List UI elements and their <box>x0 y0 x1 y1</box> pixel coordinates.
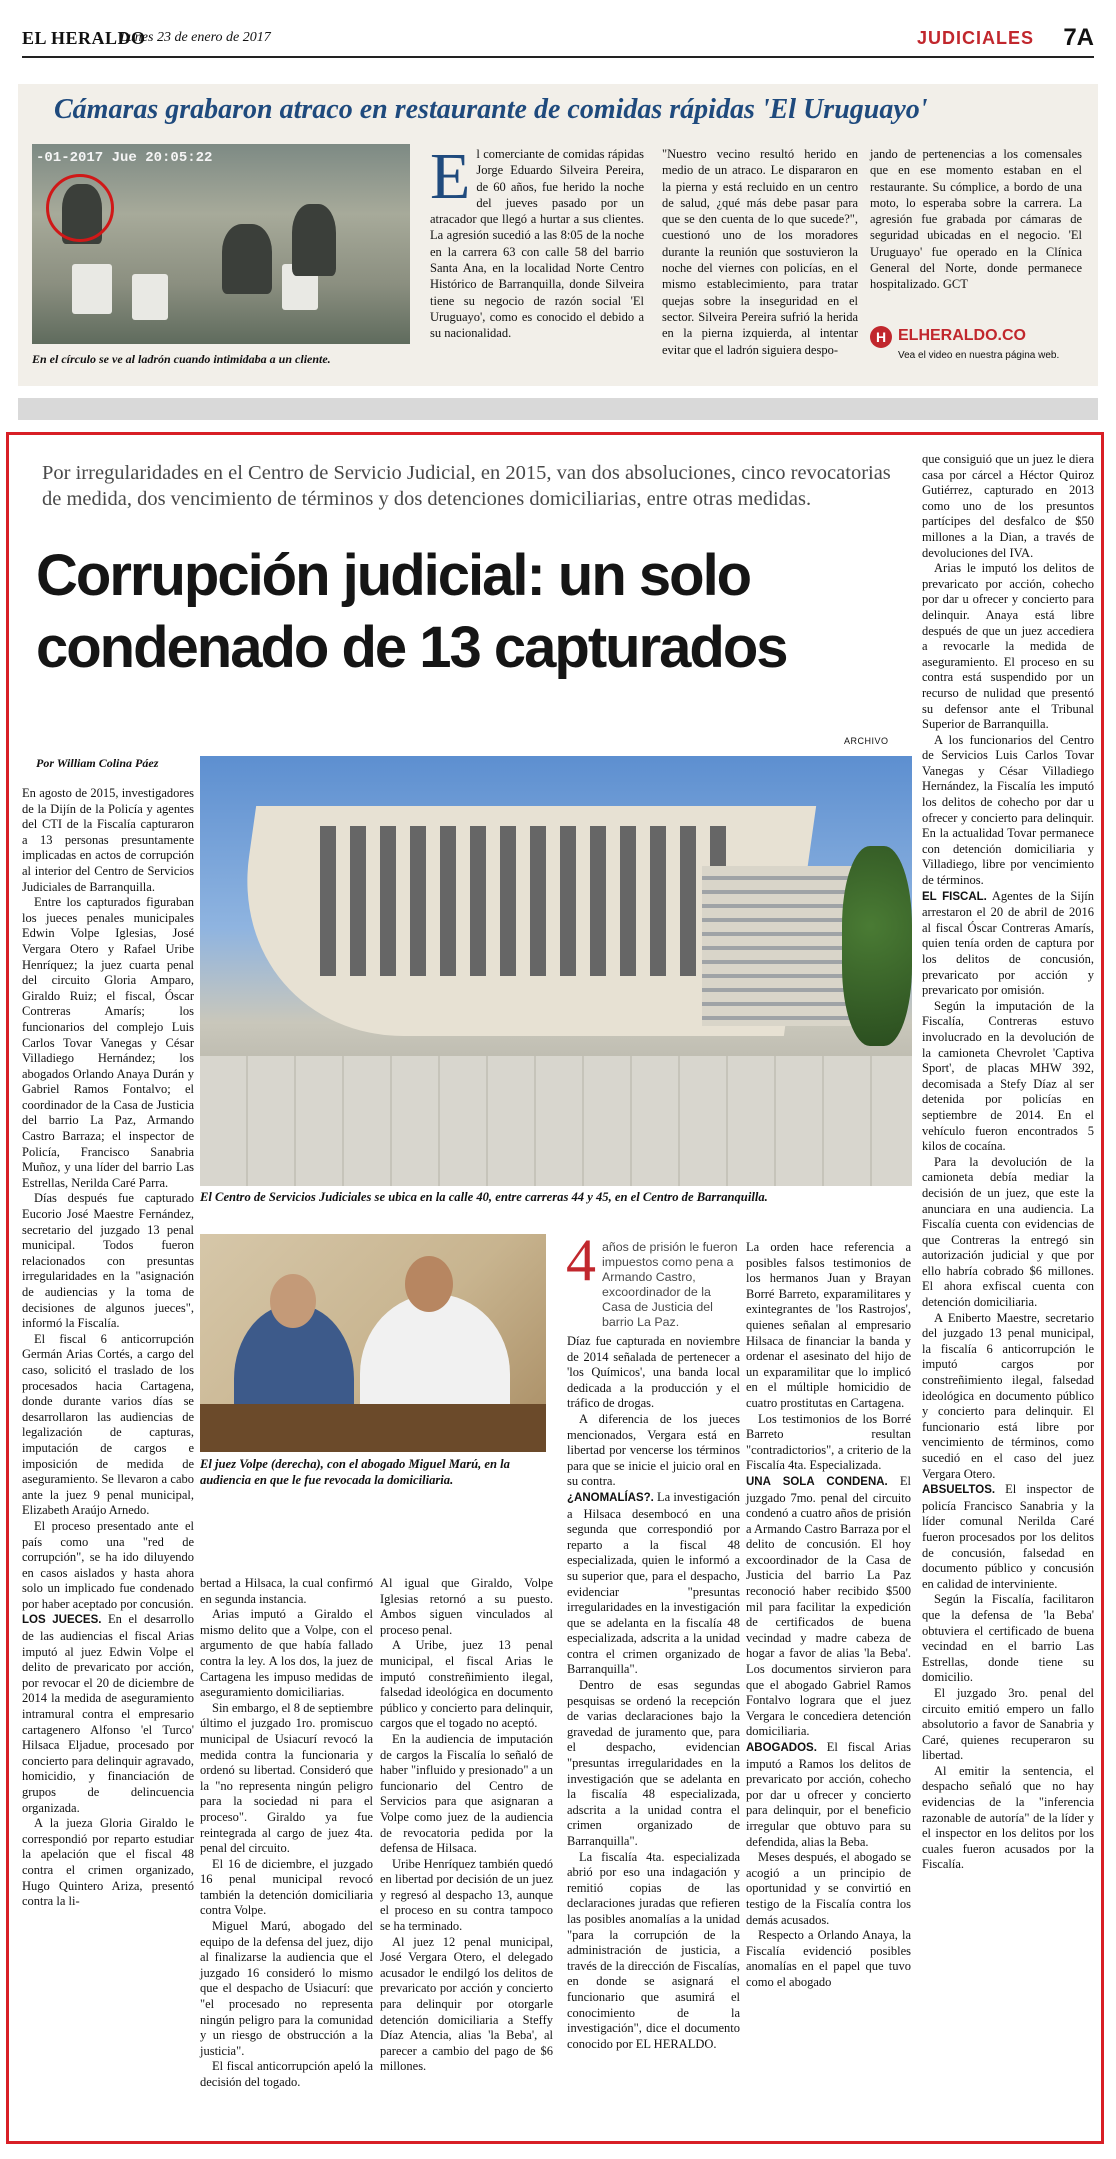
byline-author: William Colina Páez <box>56 756 159 770</box>
article-column-3 <box>380 1576 553 2075</box>
paragraph: En la audiencia de imputación de cargos la Fiscalía lo señaló de haber "influido y presionado" a un funcionario del Centro de Servicios para que asignaran a Volpe como juez de la audiencia de revocatoria pedida por la defensa de Hilsaca. <box>380 1731 553 1856</box>
subhead-paragraph: LOS JUECES. En el desarrollo de las audiencias el fiscal Arias imputó al juez Edwin Volpe el delito de prevaricato por acción, por revocar el 20 de diciembre de 2014 la medida de aseguramiento intramural contra el empresario cartagenero Alfonso 'el Turco' Hilsaca Eljadue, procesado por concierto para delinquir agravado, homicidio, y financiación de grupos de delincuencia organizada. <box>22 1612 194 1815</box>
paragraph: Al juez 12 penal municipal, José Vergara Otero, el delegado acusador le endilgó los delitos de prevaricato por acción y concierto para delinquir por otorgarle detención domiciliaria a Steffy Díaz Atencia, alias 'la Beba', al parecer a cambio del pago de $6 millones. <box>380 1934 553 2074</box>
cctv-photo <box>32 144 410 344</box>
subhead-paragraph: EL FISCAL. Agentes de la Sijín arrestaron el 20 de abril de 2016 al fiscal Óscar Contreras Amarís, quien tenía orden de captura por los delitos de concusión, prevaricato por acción y prevaricato por omisión. <box>922 888 1095 998</box>
paragraph: Según la imputación de la Fiscalía, Contreras estuvo involucrado en la devolución de la camioneta Chevrolet 'Captiva Sport', de placas MHW 392, decomisada a Stefy Díaz al ser detenida por policías en septiembre de 2014. En el vehículo fueron encontrados 5 kilos de cocaína. <box>922 998 1094 1154</box>
subhead: ABSUELTOS. <box>922 1484 996 1497</box>
article-column-2 <box>200 1576 373 2091</box>
promo-brand: ELHERALDO.CO <box>898 327 1026 344</box>
section-name: JUDICIALES <box>916 28 1034 48</box>
paragraph: Entre los capturados figuraban los jueces penales municipales Edwin Volpe Iglesias, José Vergara Otero y Rafael Uribe Henríquez; la juez cuarta penal del circuito Gloria Amparo, Giraldo Ruiz; el fiscal, Óscar Contreras Amarís; los funcionarios del complejo Luis Carlos Tovar Vanegas y César Villadiego Hernández; los abogados Orlando Anaya Durán y Gabriel Ramos Fontalvo; el coordinador de la Casa de Justicia del barrio La Paz, Armando Castro Barraza; el inspector de Policía, Francisco Sanabria Muñoz, y una líder del barrio Las Estrellas, Nerilda Caré Parra. <box>22 895 194 1190</box>
page-masthead <box>22 22 1094 58</box>
paragraph: Para la devolución de la camioneta debía mediar la decisión de un juez, que este la anunciara en una audiencia. La Fiscalía cuenta con evidencias de que Contreras la entregó sin autorización judicial y que por ello habría cobrado $6 millones. El ahora exfiscal cuenta con detención domiciliaria. <box>922 1154 1094 1310</box>
judge-lawyer-photo <box>200 1234 546 1452</box>
separator-band <box>18 398 1098 420</box>
paragraph: Al igual que Giraldo, Volpe Iglesias retornó a su puesto. Ambos siguen vinculados al proceso penal. <box>380 1576 553 1637</box>
judge-photo-caption: El juez Volpe (derecha), con el abogado Miguel Marú, en la audiencia en que le fue revocada la domiciliaria. <box>200 1457 510 1487</box>
paragraph: El juzgado 3ro. penal del circuito emitió empero un fallo absolutorio a favor de Sanabria y Caré, quienes recuperaron su libertad. <box>922 1685 1094 1763</box>
subhead-paragraph: ABSUELTOS. El inspector de policía Francisco Sanabria y la líder comunal Nerilda Caré fueron procesados por los delitos de concusión, falsedad en documento público y concusión en calidad de interviniente. <box>922 1482 1095 1591</box>
article-column-5 <box>746 1240 911 1991</box>
paragraph: El fiscal 6 anticorrupción Germán Arias Cortés, a cargo del caso, solicitó el traslado de los procesados hacia Cartagena, donde durante varios días se desarrollaron las audiencias de legalización de capturas, imputación de cargos e imposición de medida de aseguramiento. Se llevaron a cabo ante la juez 9 penal municipal, Elizabeth Araújo Arnedo. <box>22 1331 194 1518</box>
paragraph: Meses después, el abogado se acogió a un principio de oportunidad y se convirtió en testigo de la Fiscalía contra los demás acusados. <box>746 1850 911 1927</box>
paragraph: El fiscal anticorrupción apeló la decisión del togado. <box>200 2059 373 2089</box>
paragraph: En agosto de 2015, investigadores de la Dijín de la Policía y agentes del CTI de la Fiscalía capturaron a 13 personas presuntamente implicadas en actos de corrupción al interior del Centro de Servicios Judiciales de Barranquilla. <box>22 786 194 894</box>
paragraph: Arias imputó a Giraldo el mismo delito que a Volpe, con el argumento de que había fallado contra la ley. A los dos, la juez de Cartagena les impuso medidas de aseguramiento domiciliarias. <box>200 1607 373 1700</box>
subhead: UNA SOLA CONDENA. <box>746 1475 888 1488</box>
subhead: ABOGADOS. <box>746 1742 817 1754</box>
paragraph: Miguel Marú, abogado del equipo de la defensa del juez, dijo al finalizarse la audiencia que el juzgado 16 consideró lo mismo que el despacho de Usiacurí: que "el procesado no representa ningún peligro para la comunidad y un riesgo de obstrucción a la justicia". <box>200 1919 373 2058</box>
paragraph: A Eniberto Maestre, secretario del juzgado 13 penal municipal, la fiscalía 6 anticorrupción le imputó cargos por constreñimiento ilegal, falsedad ideológica en documento público y concierto para delinquir. El funcionario está libre por vencimiento de términos, como sucedió en el caso del juez Vergara Otero. <box>922 1310 1094 1481</box>
paragraph: bertad a Hilsaca, la cual confirmó en segunda instancia. <box>200 1576 373 1606</box>
main-story-kicker: Por irregularidades en el Centro de Servicio Judicial, en 2015, van dos absoluciones, cinco revocatorias de medida, dos vencimiento de términos y dos detenciones domiciliarias, entre otras medidas. <box>42 462 891 510</box>
video-promo[interactable] <box>870 324 1082 374</box>
photo-credit: ARCHIVO <box>844 736 889 746</box>
heraldo-logo-icon: H <box>870 326 892 348</box>
paragraph: El proceso presentado ante el país como una "red de corrupción", se ha ido diluyendo en casos aislados y hasta ahora solo un implicado fue condenado por haber aceptado por concusión. <box>22 1518 194 1611</box>
paragraph: La orden hace referencia a posibles falsos testimonios de los hermanos Juan y Brayan Borré Barreto, exparamilitares y exintegrantes de 'los Rastrojos', quienes señalan al empresario Hilsaca de financiar la banda y ordenar el asesinato del hijo de un exparamilitar que lo implicó en el múltiple homicidio de cuatro prostitutas en Cartagena. <box>746 1240 911 1410</box>
article-column-1 <box>22 786 194 1910</box>
top-story-headline: Cámaras grabaron atraco en restaurante de comidas rápidas 'El Uruguayo' <box>54 94 928 125</box>
promo-text: Vea el video en nuestra página web. <box>898 350 1060 361</box>
paragraph: Según la Fiscalía, facilitaron que la defensa de 'la Beba' obtuviera el certificado de buena vecindad en el barrio Las Estrellas, donde tiene su domicilio. <box>922 1592 1094 1685</box>
drop-cap: E <box>430 140 471 213</box>
top-story-column-3: jando de pertenencias a los comensales que en ese momento estaban en el restaurante. Su cómplice, a bordo de una moto, lo esperaba sobre la carrera. La agresión fue grabada por cámaras de seguridad ubicadas en el negocio. 'El Uruguayo' fue operado en la Clínica General del Norte, donde permanece hospitalizado. GCT <box>870 147 1082 292</box>
subhead: LOS JUECES. <box>22 1614 102 1627</box>
paragraph: Al emitir la sentencia, el despacho señaló que no hay evidencias de la "inferencia razonable de autoría" de la líder y el inspector en los delitos por los cuales fueron acusados por la Fiscalía. <box>922 1763 1094 1872</box>
main-story-headline: Corrupción judicial: un solo condenado de 13 capturados <box>36 543 787 680</box>
courthouse-photo <box>200 756 912 1186</box>
paragraph: Díaz fue capturada en noviembre de 2014 señalada de pertenecer a 'los Químicos', una banda local dedicada a la producción y el tráfico de drogas. <box>567 1334 740 1411</box>
subhead-paragraph: ABOGADOS. El fiscal Arias imputó a Ramos los delitos de prevaricato por acción, cohecho por dar u ofrecer y concierto para delinquir, por el beneficio irregular que obtuvo para su defendida, alias la Beba. <box>746 1740 911 1849</box>
paragraph: Dentro de esas segundas pesquisas se ordenó la recepción de varias declaraciones bajo la gravedad de juramento que, para el despacho, evidencian "presuntas irregularidades en la investigación que se adelanta en la fiscalía 48 especializada, adscrita a la unidad contra el crimen organizado de Barranquilla". <box>567 1678 740 1848</box>
paragraph: Arias le imputó los delitos de prevaricato por acción, cohecho por dar u ofrecer y concierto para delinquir. Anaya está libre después de que un juez accediera a revocarle la medida de aseguramiento. El proceso en su contra está suspendido por un recurso de nulidad que presentó su defensor ante el Tribunal Superior de Barranquilla. <box>922 561 1094 732</box>
byline <box>36 756 158 771</box>
paragraph: que consiguió que un juez le diera casa por cárcel a Héctor Quiroz Gutiérrez, capturado en 2013 como uno de los presuntos partícipes del desfalco de $50 millones a la Dian, a través de devoluciones del IVA. <box>922 452 1094 560</box>
paragraph: Uribe Henríquez también quedó en libertad por decisión de un juez y regresó al despacho 13, aunque el proceso en su contra tampoco se ha terminado. <box>380 1856 553 1934</box>
paragraph: Sin embargo, el 8 de septiembre último el juzgado 1ro. promiscuo municipal de Usiacurí revocó la medida contra la funcionaria y ordenó su libertad. Consideró que la "no representa ningún peligro para la sociedad ni para el proceso". Giraldo ya fue reintegrada al cargo de juez 4ta. penal del circuito. <box>200 1700 373 1856</box>
page-number: 7A <box>1063 24 1094 51</box>
top-story-photo-caption: En el círculo se ve al ladrón cuando intimidaba a un cliente. <box>32 352 331 366</box>
paragraph: A diferencia de los jueces mencionados, Vergara está en libertad por vencerse los términos para que se inicie el juicio oral en su contra. <box>567 1411 740 1489</box>
paragraph: A la jueza Gloria Giraldo le correspondió por reparto estudiar la apelación que el fiscal 48 contra el crimen organizado, Hugo Quintero Ariza, presentó contra la li- <box>22 1816 194 1909</box>
paragraph: El 16 de diciembre, el juzgado 16 penal municipal revocó también la detención domiciliaria contra Volpe. <box>200 1856 373 1918</box>
pullquote-text: años de prisión le fueron impuestos como pena a Armando Castro, excoordinador de la Casa de Justicia del barrio La Paz. <box>602 1240 738 1329</box>
pullquote <box>566 1227 741 1334</box>
pullquote-number: 4 <box>566 1227 596 1293</box>
paragraph: A Uribe, juez 13 penal municipal, el fiscal Arias le imputó constreñimiento ilegal, falsedad ideológica en documento público y concierto para delinquir, cargos que el togado no aceptó. <box>380 1638 553 1731</box>
cctv-timestamp: -01-2017 Jue 20:05:22 <box>36 150 213 166</box>
subhead: ¿ANOMALÍAS?. <box>567 1491 654 1504</box>
paragraph: Días después fue capturado Eucorio José Maestre Fernández, secretario del juzgado 13 penal municipal. Todos fueron relacionados con presuntas irregularidades en la "asignación de audiencias y la toma de decisiones de algunos jueces", informó la Fiscalía. <box>22 1191 194 1331</box>
courthouse-photo-caption: El Centro de Servicios Judiciales se ubica en la calle 40, entre carreras 44 y 45, en el Centro de Barranquilla. <box>200 1190 768 1204</box>
subhead: EL FISCAL. <box>922 890 987 903</box>
paragraph: La fiscalía 4ta. especializada abrió por eso una indagación y remitió copias de las declaraciones juradas que refieren las posibles anomalías a la unidad "para la corrupción de la administración de justicia, a través de la dirección de Fiscalías, en donde se asignará el funcionario que asumirá el conocimiento de la investigación", dice el documento conocido por EL HERALDO. <box>567 1849 740 2051</box>
top-story <box>18 84 1098 386</box>
suspect-circle-marker <box>46 174 114 242</box>
article-column-4 <box>567 1334 740 2052</box>
paragraph: Respecto a Orlando Anaya, la Fiscalía evidenció posibles anomalías en el papel que tuvo como el abogado <box>746 1928 911 1989</box>
subhead-paragraph: ¿ANOMALÍAS?. La investigación a Hilsaca desembocó en una segunda que correspondió por reparto a la fiscal 48 especializada, quien le informó a su superior que, para el despacho, evidenciar "presuntas irregularidades en la investigación que se adelanta en la fiscalía 48 especializada, adscrita a la unidad contra el crimen organizado de Barranquilla". <box>567 1489 740 1677</box>
top-story-column-1: El comerciante de comidas rápidas Jorge Eduardo Silveira Pereira, de 60 años, fue herido la noche del jueves pasado por un atracador que llegó a hurtar a sus clientes. La agresión sucedió a las 8:05 de la noche en la carrera 63 con calle 58 del barrio Santa Ana, en la localidad Norte Centro Histórico de Barranquilla, donde Silveira tiene su negocio de razón social 'El Uruguayo', como es conocido el debido a su nacionalidad. <box>430 140 644 341</box>
issue-date: Lunes 23 de enero de 2017 <box>120 30 271 45</box>
byline-prefix: Por <box>36 756 54 770</box>
paragraph: Los testimonios de los Borré Barreto resultan "contradictorios", a criterio de la Fiscalía 4ta. Especializada. <box>746 1411 911 1473</box>
subhead-paragraph: UNA SOLA CONDENA. El juzgado 7mo. penal del circuito condenó a cuatro años de prisión a Armando Castro Barraza por el delito de concusión. El hoy excoordinador de la Casa de Justicia del barrio La Paz reconoció haber recibido $500 mil para facilitar la expedición de certificados de buena vecindad y madre cabeza de hogar a favor de alias 'la Beba'. Los documentos sirvieron para que el abogado Gabriel Ramos Fontalvo lograra que el juez Vergara le concediera detención domiciliaria. <box>746 1473 912 1739</box>
article-column-6 <box>922 452 1094 1873</box>
top-story-column-2: "Nuestro vecino resultó herido en medio de un atraco. Le dispararon en la pierna y está recluido en un centro de salud, ¿qué más debe pasar para que se den cuenta de lo que sucede?", cuestionó uno de los moradores durante la reunión que sostuvieron la noche del viernes con policías, en el mismo establecimiento, para tratar quejas sobre la inseguridad en el sector. Silveira Pereira sufrió la herida en la pierna izquierda, al intentar evitar que el ladrón siguiera despo- <box>662 147 858 357</box>
paragraph: A los funcionarios del Centro de Servicios Luis Carlos Tovar Vanegas y César Villadiego Hernández, la Fiscalía les imputó los delitos de cohecho por dar u ofrecer y concierto para delinquir. En la actualidad Tovar permanece con detención domiciliaria y Villadiego, libre por vencimiento de términos. <box>922 732 1094 888</box>
newspaper-name: EL HERALDO <box>22 28 146 48</box>
